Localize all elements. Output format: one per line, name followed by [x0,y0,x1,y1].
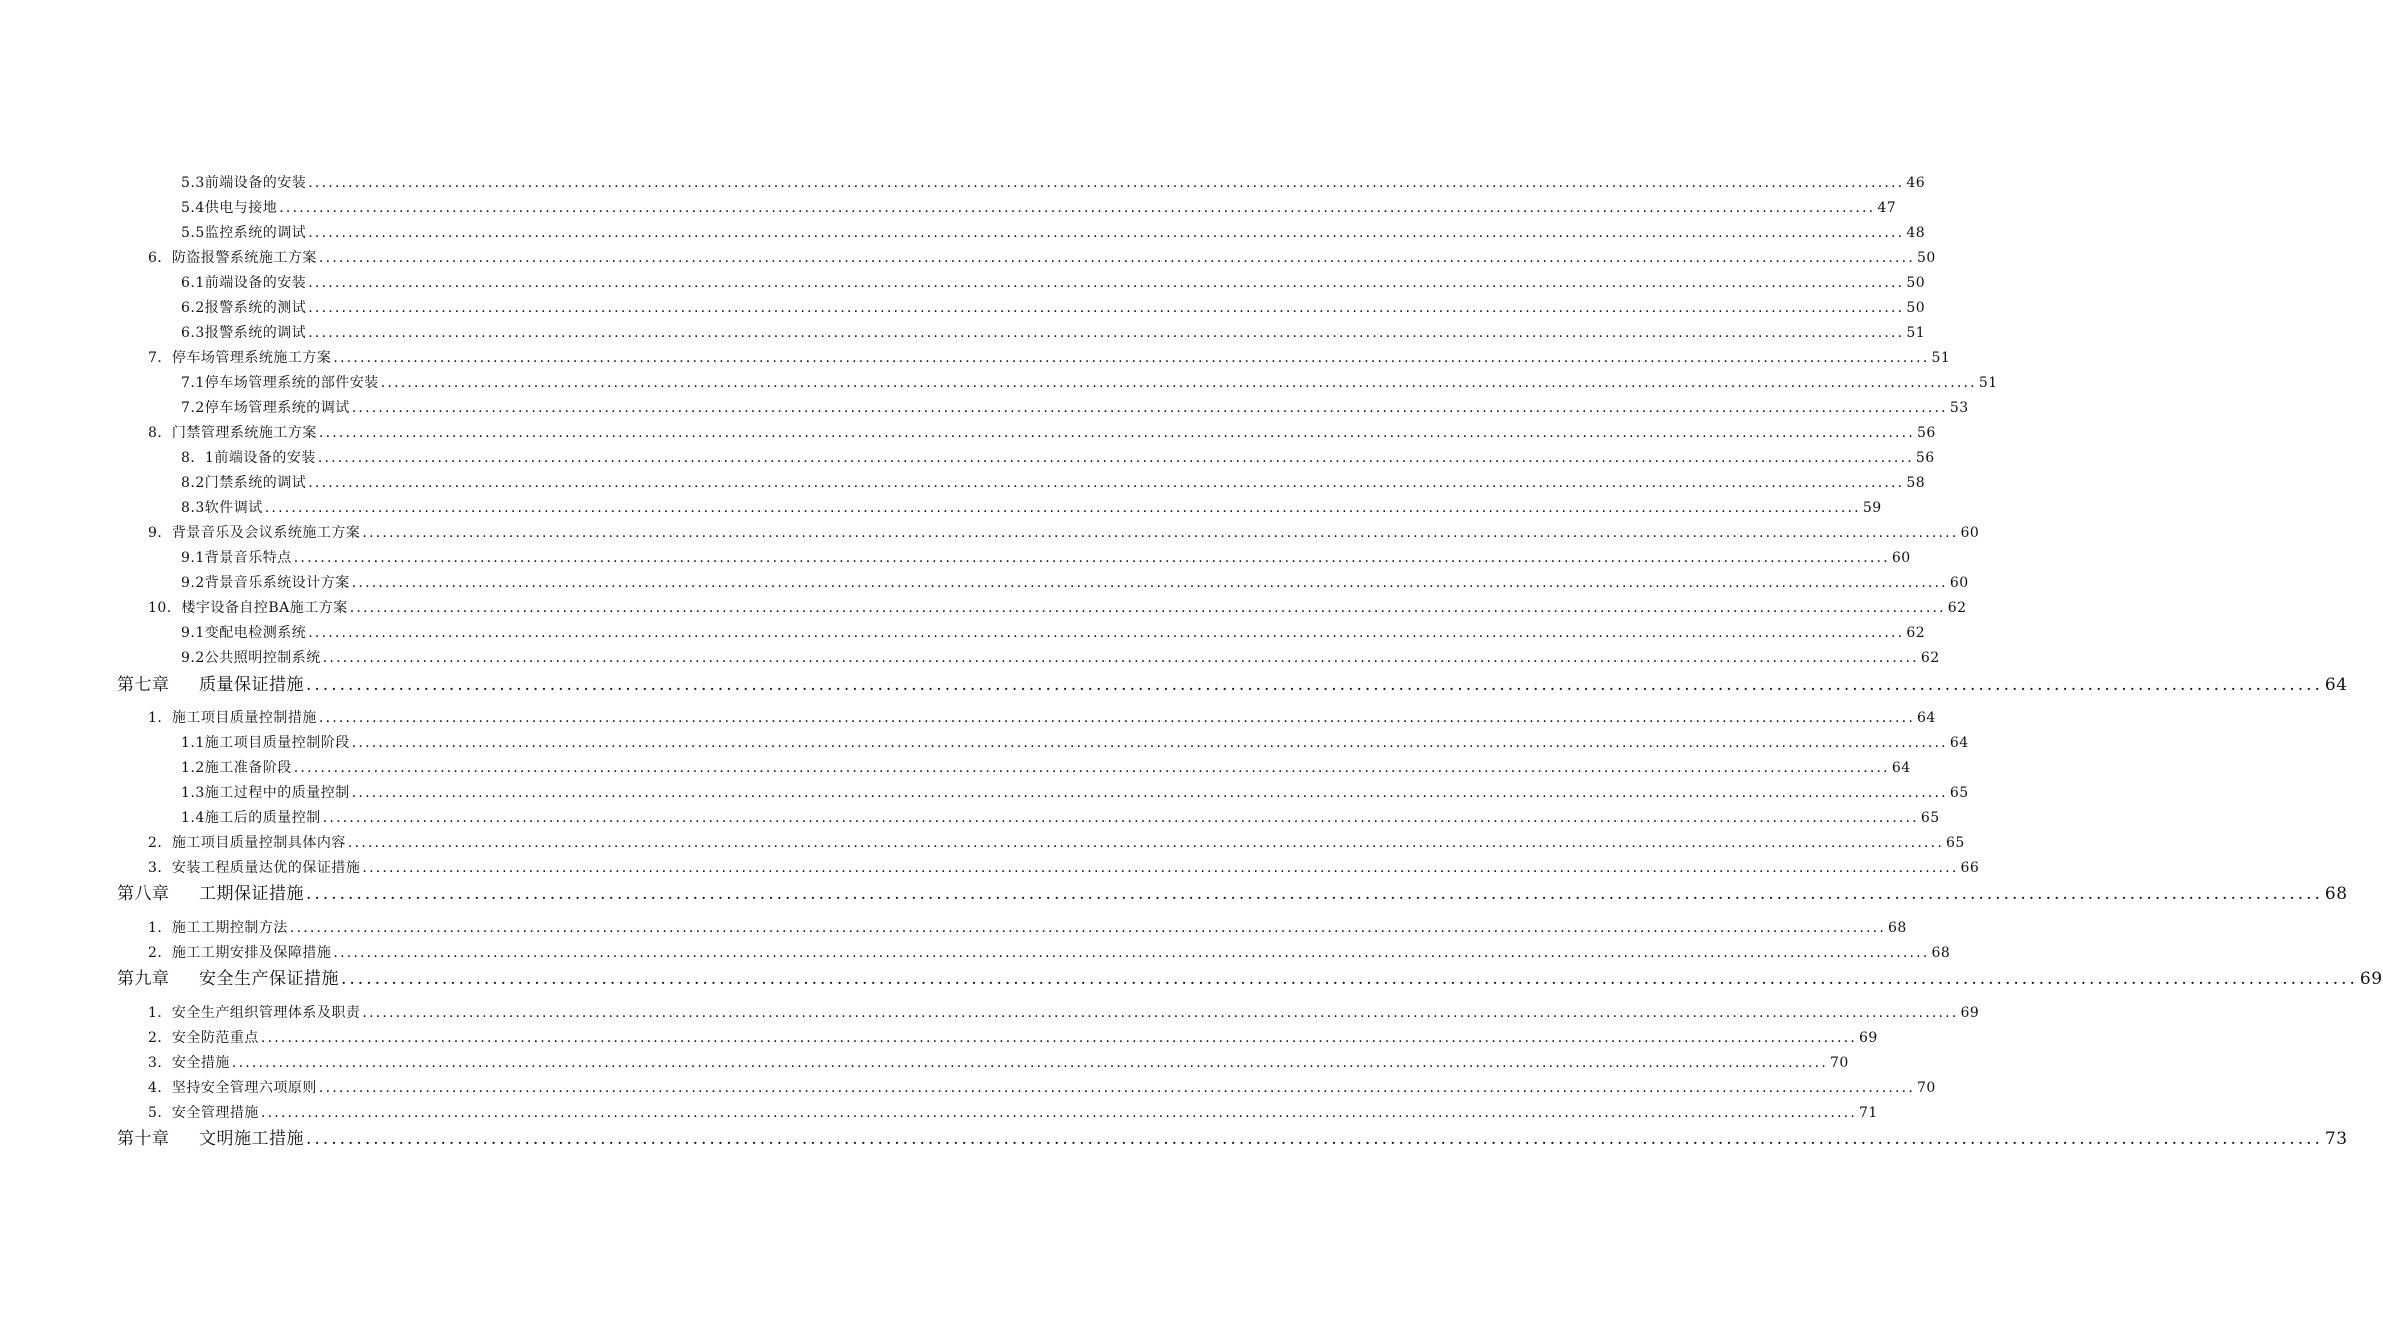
toc-page-number: 50 [1916,250,1936,266]
toc-dot-leader: ................................................................................................................................................................................................................................................ [293,760,1890,776]
toc-page-number: 58 [1906,475,1926,491]
toc-entry-title [117,879,304,904]
toc-dot-leader: ................................................................................................................................................................................................................................................ [333,350,1930,366]
toc-entry[interactable] [148,832,1965,852]
toc-entry[interactable] [181,372,1998,392]
toc-entry-title: 1．施工项目质量控制措施 [148,710,317,726]
toc-page-number: 60 [1949,575,1969,591]
toc-chapter-entry[interactable] [117,1124,2348,1149]
toc-page-number: 69 [1858,1030,1878,1046]
toc-entry-title: 8．1前端设备的安装 [181,450,316,466]
toc-entry[interactable] [148,857,1980,877]
toc-entry[interactable] [181,197,1897,217]
toc-entry[interactable] [181,622,1926,642]
toc-chapter-title: 工期保证措施 [199,884,304,904]
toc-page-number: 48 [1906,225,1926,241]
toc-entry[interactable] [148,347,1951,367]
toc-dot-leader: ................................................................................................................................................................................................................................................ [362,525,1959,541]
toc-entry-title: 8．门禁管理系统施工方案 [148,425,317,441]
toc-entry[interactable] [181,447,1935,467]
toc-page-number: 73 [2324,1129,2348,1149]
toc-entry[interactable] [181,397,1969,417]
toc-entry-title: 2．施工项目质量控制具体内容 [148,835,346,851]
toc-page-number: 53 [1949,400,1969,416]
toc-entry-title: 9.2公共照明控制系统 [181,650,321,666]
toc-page-number: 70 [1916,1080,1936,1096]
toc-entry-title: 1.2施工准备阶段 [181,760,292,776]
toc-page-number: 62 [1947,600,1967,616]
toc-entry[interactable] [181,732,1969,752]
toc-page-number: 51 [1931,350,1951,366]
toc-page-number: 62 [1920,650,1940,666]
toc-page-number: 65 [1920,810,1940,826]
toc-dot-leader: ................................................................................................................................................................................................................................................ [351,400,1948,416]
toc-dot-leader: ................................................................................................................................................................................................................................................ [308,275,1905,291]
toc-entry-title: 2．安全防范重点 [148,1030,259,1046]
toc-page-number: 69 [1960,1005,1980,1021]
toc-page-number: 68 [2324,884,2348,904]
toc-entry-title: 1.3施工过程中的质量控制 [181,785,350,801]
toc-entry[interactable] [181,782,1969,802]
toc-page-number: 70 [1829,1055,1849,1071]
toc-entry[interactable] [181,807,1940,827]
toc-dot-leader: ................................................................................................................................................................................................................................................ [293,550,1890,566]
toc-entry-title: 6．防盗报警系统施工方案 [148,250,317,266]
toc-entry[interactable] [148,247,1936,267]
toc-entry[interactable] [148,707,1936,727]
toc-dot-leader: ................................................................................................................................................................................................................................................ [231,1055,1828,1071]
toc-entry[interactable] [181,497,1882,517]
toc-entry-title: 1.1施工项目质量控制阶段 [181,735,350,751]
toc-entry[interactable] [181,272,1926,292]
toc-entry[interactable] [181,472,1926,492]
toc-entry[interactable] [181,172,1926,192]
toc-dot-leader: ................................................................................................................................................................................................................................................ [349,600,1946,616]
toc-page-number: 64 [1949,735,1969,751]
toc-dot-leader: ................................................................................................................................................................................................................................................ [308,175,1905,191]
toc-page-number: 62 [1906,625,1926,641]
toc-entry[interactable] [148,1102,1878,1122]
toc-dot-leader: ................................................................................................................................................................................................................................................ [279,200,1876,216]
toc-page-number: 64 [1916,710,1936,726]
toc-dot-leader: ................................................................................................................................................................................................................................................ [308,300,1905,316]
toc-chapter-title: 质量保证措施 [199,675,304,695]
toc-dot-leader: ................................................................................................................................................................................................................................................ [308,625,1905,641]
toc-entry[interactable] [148,522,1980,542]
toc-dot-leader: ................................................................................................................................................................................................................................................ [351,785,1948,801]
toc-entry-title: 9．背景音乐及会议系统施工方案 [148,525,361,541]
toc-chapter-number: 第七章 [117,675,170,695]
toc-entry[interactable] [181,222,1926,242]
toc-page-number: 50 [1906,300,1926,316]
toc-entry-title: 3．安全措施 [148,1055,230,1071]
toc-chapter-entry[interactable] [117,879,2348,904]
toc-entry-title: 8.2门禁系统的调试 [181,475,307,491]
toc-dot-leader: ................................................................................................................................................................................................................................................ [306,884,2323,904]
toc-entry-title: 6.2报警系统的测试 [181,300,307,316]
toc-entry[interactable] [148,597,1967,617]
toc-page-number: 60 [1960,525,1980,541]
toc-entry[interactable] [148,1027,1878,1047]
toc-entry[interactable] [181,297,1926,317]
toc-page-number: 64 [1891,760,1911,776]
toc-dot-leader: ................................................................................................................................................................................................................................................ [318,710,1915,726]
toc-chapter-entry[interactable] [117,670,2348,695]
toc-entry[interactable] [148,422,1936,442]
toc-entry-title: 8.3软件调试 [181,500,263,516]
toc-page-number: 50 [1906,275,1926,291]
toc-dot-leader: ................................................................................................................................................................................................................................................ [318,1080,1915,1096]
toc-dot-leader: ................................................................................................................................................................................................................................................ [289,920,1886,936]
toc-entry-title [117,1124,304,1149]
toc-entry-title: 4．坚持安全管理六项原则 [148,1080,317,1096]
toc-dot-leader: ................................................................................................................................................................................................................................................ [308,225,1905,241]
toc-entry-title: 9.1背景音乐特点 [181,550,292,566]
toc-page-number: 47 [1877,200,1897,216]
toc-dot-leader: ................................................................................................................................................................................................................................................ [318,425,1915,441]
toc-dot-leader: ................................................................................................................................................................................................................................................ [308,325,1905,341]
toc-dot-leader: ................................................................................................................................................................................................................................................ [347,835,1944,851]
toc-chapter-number: 第九章 [117,969,170,989]
toc-page-number: 65 [1949,785,1969,801]
toc-entry[interactable] [181,322,1926,342]
toc-entry-title: 6.1前端设备的安装 [181,275,307,291]
toc-page-number: 56 [1915,450,1935,466]
toc-dot-leader: ................................................................................................................................................................................................................................................ [322,650,1919,666]
toc-page-number: 59 [1862,500,1882,516]
toc-entry[interactable] [148,1052,1849,1072]
toc-page-number: 46 [1906,175,1926,191]
toc-entry[interactable] [181,647,1940,667]
toc-dot-leader: ................................................................................................................................................................................................................................................ [306,1129,2323,1149]
toc-dot-leader: ................................................................................................................................................................................................................................................ [260,1030,1857,1046]
toc-entry-title: 5.4供电与接地 [181,200,278,216]
toc-entry-title: 1．安全生产组织管理体系及职责 [148,1005,361,1021]
toc-dot-leader: ................................................................................................................................................................................................................................................ [260,1105,1857,1121]
toc-entry[interactable] [181,757,1911,777]
toc-entry[interactable] [148,917,1907,937]
toc-dot-leader: ................................................................................................................................................................................................................................................ [306,675,2323,695]
toc-dot-leader: ................................................................................................................................................................................................................................................ [362,860,1959,876]
toc-entry-title: 7.2停车场管理系统的调试 [181,400,350,416]
toc-entry[interactable] [148,1077,1936,1097]
toc-page-number: 66 [1960,860,1980,876]
toc-entry-title: 7.1停车场管理系统的部件安装 [181,375,379,391]
toc-dot-leader: ................................................................................................................................................................................................................................................ [351,735,1948,751]
toc-dot-leader: ................................................................................................................................................................................................................................................ [318,250,1915,266]
toc-entry-title: 1.4施工后的质量控制 [181,810,321,826]
toc-chapter-title: 安全生产保证措施 [199,969,339,989]
toc-entry-title: 6.3报警系统的调试 [181,325,307,341]
toc-entry-title [117,670,304,695]
toc-entry-title: 7．停车场管理系统施工方案 [148,350,332,366]
toc-page-number: 65 [1945,835,1965,851]
toc-page-number: 51 [1906,325,1926,341]
toc-entry-title: 1．施工工期控制方法 [148,920,288,936]
toc-entry-title: 9.2背景音乐系统设计方案 [181,575,350,591]
toc-dot-leader: ................................................................................................................................................................................................................................................ [308,475,1905,491]
toc-dot-leader: ................................................................................................................................................................................................................................................ [380,375,1977,391]
toc-dot-leader: ................................................................................................................................................................................................................................................ [362,1005,1959,1021]
toc-entry-title: 10．楼宇设备自控BA施工方案 [148,600,348,616]
toc-page-number: 51 [1978,375,1998,391]
toc-chapter-number: 第八章 [117,884,170,904]
toc-page-number: 56 [1916,425,1936,441]
toc-dot-leader: ................................................................................................................................................................................................................................................ [351,575,1948,591]
toc-dot-leader: ................................................................................................................................................................................................................................................ [341,969,2358,989]
toc-chapter-title: 文明施工措施 [199,1129,304,1149]
toc-entry-title [117,964,339,989]
toc-page-number: 64 [2324,675,2348,695]
toc-page-number: 68 [1887,920,1907,936]
toc-dot-leader: ................................................................................................................................................................................................................................................ [333,945,1930,961]
toc-page-number: 68 [1931,945,1951,961]
toc-dot-leader: ................................................................................................................................................................................................................................................ [322,810,1919,826]
toc-entry[interactable] [181,572,1969,592]
toc-chapter-entry[interactable] [117,964,2383,989]
toc-entry-title: 5.3前端设备的安装 [181,175,307,191]
toc-entry-title: 5.5监控系统的调试 [181,225,307,241]
toc-page-number: 71 [1858,1105,1878,1121]
toc-entry-title: 2．施工工期安排及保障措施 [148,945,332,961]
toc-dot-leader: ................................................................................................................................................................................................................................................ [317,450,1914,466]
toc-page-number: 60 [1891,550,1911,566]
toc-entry[interactable] [148,1002,1980,1022]
toc-entry-title: 5．安全管理措施 [148,1105,259,1121]
toc-entry-title: 9.1变配电检测系统 [181,625,307,641]
toc-entry[interactable] [148,942,1951,962]
toc-entry[interactable] [181,547,1911,567]
toc-page-number: 69 [2359,969,2383,989]
toc-chapter-number: 第十章 [117,1129,170,1149]
toc-entry-title: 3．安装工程质量达优的保证措施 [148,860,361,876]
toc-dot-leader: ................................................................................................................................................................................................................................................ [264,500,1861,516]
